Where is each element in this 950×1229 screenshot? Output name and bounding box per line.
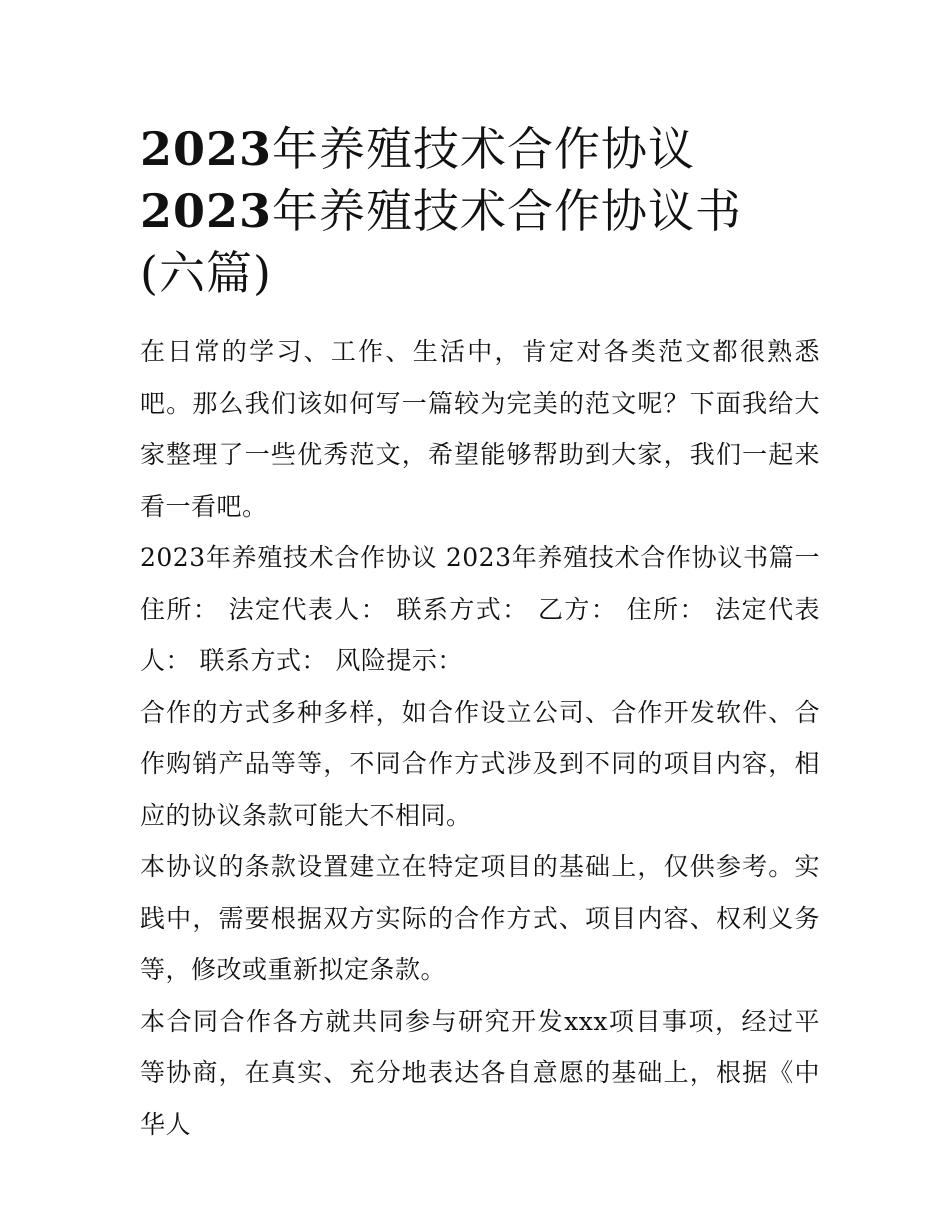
title-line-3: (六篇) xyxy=(140,246,272,300)
title-line-2: 2023年养殖技术合作协议书 xyxy=(140,184,743,238)
paragraph-cooperation-methods: 合作的方式多种多样，如合作设立公司、合作开发软件、合作购销产品等等，不同合作方式涉及到不同的项目内容，相应的协议条款可能大不相同。 xyxy=(140,697,820,830)
paragraph-parties: 2023年养殖技术合作协议 2023年养殖技术合作协议书篇一 住所： 法定代表人： 联系方式： 乙方： 住所： 法定代表人： 联系方式： 风险提示： xyxy=(140,543,820,675)
paragraph-reference-note: 本协议的条款设置建立在特定项目的基础上，仅供参考。实践中，需要根据双方实际的合作方式、项目内容、权利义务等，修改或重新拟定条款。 xyxy=(140,852,820,984)
document-body xyxy=(140,326,820,1150)
document-title xyxy=(140,118,820,304)
paragraph-contract-preamble: 本合同合作各方就共同参与研究开发xxx项目事项，经过平等协商，在真实、充分地表达各自意愿的基础上，根据《中华人 xyxy=(140,1006,820,1139)
document-page xyxy=(140,118,820,1150)
title-line-1: 2023年养殖技术合作协议 xyxy=(140,122,696,176)
paragraph-intro: 在日常的学习、工作、生活中，肯定对各类范文都很熟悉吧。那么我们该如何写一篇较为完美的范文呢？下面我给大家整理了一些优秀范文，希望能够帮助到大家，我们一起来看一看吧。 xyxy=(140,337,820,521)
